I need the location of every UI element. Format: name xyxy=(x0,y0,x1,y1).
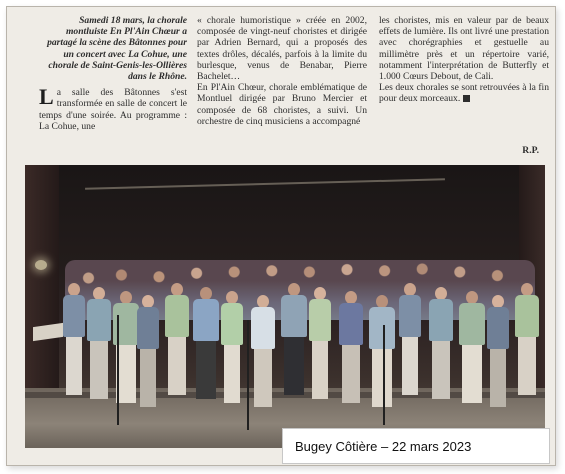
singer-shirt xyxy=(487,307,509,349)
singer-shirt xyxy=(137,307,159,349)
column-2 xyxy=(197,15,367,127)
source-caption xyxy=(282,428,550,464)
singer-pants xyxy=(518,337,536,395)
singer-figure xyxy=(63,283,85,403)
column-2-body: « chorale humoristique » créée en 2002, composée de vingt-neuf choristes et dirigée par Adrien Bernard, qui a proposés des textes drôles, décalés, parfois à la limite du burlesque, venus de Benabar, Pierre Bachelet… En Pl'Ain Chœur, chorale emblématique de Montluel dirigée par Bruno Mercier et composée de 68 choristes, a suivi. Un orchestre de cinq musiciens a accompagné xyxy=(197,15,367,127)
singer-pants xyxy=(432,341,450,399)
singer-shirt xyxy=(251,307,275,349)
source-caption-text: Bugey Côtière – 22 mars 2023 xyxy=(295,438,472,454)
column-1-text xyxy=(39,84,187,132)
column-3 xyxy=(379,15,549,105)
singer-figure xyxy=(309,287,331,407)
article-lead: Samedi 18 mars, la chorale montluiste En Pl'Ain Chœur a partagé la scène des Bâtonnes pour un concert avec La Cohue, une chorale de Saint-Genis-les-Ollières dans le Rhône. xyxy=(47,15,187,83)
singer-shirt xyxy=(369,307,395,349)
column-3-body-a: les choristes, mis en valeur par de beaux effets de lumière. Ils ont livré une prestation avec chorégraphies et gestuelle au millimètre près et un répertoire varié, notamment l'interprétation de Butterfly et 1.000 Cœurs Debout, de Cali. xyxy=(379,15,549,83)
column-3-paragraph xyxy=(379,82,549,104)
mic-stand xyxy=(383,325,385,425)
singer-pants xyxy=(140,349,156,407)
singer-pants xyxy=(284,337,304,395)
singer-figure xyxy=(193,287,219,407)
singer-pants xyxy=(196,341,216,399)
singer-pants xyxy=(116,345,136,403)
singer-pants xyxy=(168,337,186,395)
singer-pants xyxy=(224,345,240,403)
end-of-article-mark xyxy=(463,95,470,102)
column-1-body: a salle des Bâtonnes s'est transformée en salle de concert le temps d'une soirée. Au programme : La Cohue, une xyxy=(39,87,187,132)
newspaper-clipping xyxy=(6,6,556,466)
singer-pants xyxy=(90,341,108,399)
singer-figure xyxy=(459,291,485,411)
singer-shirt xyxy=(459,303,485,345)
singer-shirt xyxy=(87,299,111,341)
singer-pants xyxy=(490,349,506,407)
mic-stand xyxy=(247,320,249,430)
singer-figure xyxy=(137,295,159,415)
article-byline: R.P. xyxy=(522,145,539,156)
column-3-body-b: Les deux chorales se sont retrouvées à la fin pour deux morceaux. xyxy=(379,82,549,105)
singer-shirt xyxy=(429,299,453,341)
singer-pants xyxy=(254,349,272,407)
singer-pants xyxy=(462,345,482,403)
singer-shirt xyxy=(221,303,243,345)
stage-lamp-icon xyxy=(35,260,47,270)
singer-figure xyxy=(369,295,395,415)
singer-pants xyxy=(342,345,360,403)
singer-shirt xyxy=(309,299,331,341)
singer-figure xyxy=(429,287,453,407)
singer-shirt xyxy=(165,295,189,337)
singer-shirt xyxy=(281,295,307,337)
singer-shirt xyxy=(63,295,85,337)
mic-stand xyxy=(117,315,119,425)
stage-light-beam xyxy=(85,178,445,189)
singer-shirt xyxy=(339,303,363,345)
singer-shirt xyxy=(399,295,421,337)
singer-figure xyxy=(281,283,307,403)
singer-figure xyxy=(165,283,189,403)
singer-figure xyxy=(515,283,539,403)
singer-figure xyxy=(339,291,363,411)
drop-cap: L xyxy=(39,84,54,110)
singer-pants xyxy=(402,337,418,395)
singer-shirt xyxy=(515,295,539,337)
singer-shirt xyxy=(193,299,219,341)
singer-figure xyxy=(251,295,275,415)
singer-pants xyxy=(372,349,392,407)
singer-pants xyxy=(66,337,82,395)
singer-figure xyxy=(87,287,111,407)
singer-figure xyxy=(221,291,243,411)
singer-figure xyxy=(487,295,509,415)
singer-pants xyxy=(312,341,328,399)
choir-photo xyxy=(25,165,545,448)
singer-figure xyxy=(399,283,421,403)
column-1 xyxy=(39,15,187,132)
